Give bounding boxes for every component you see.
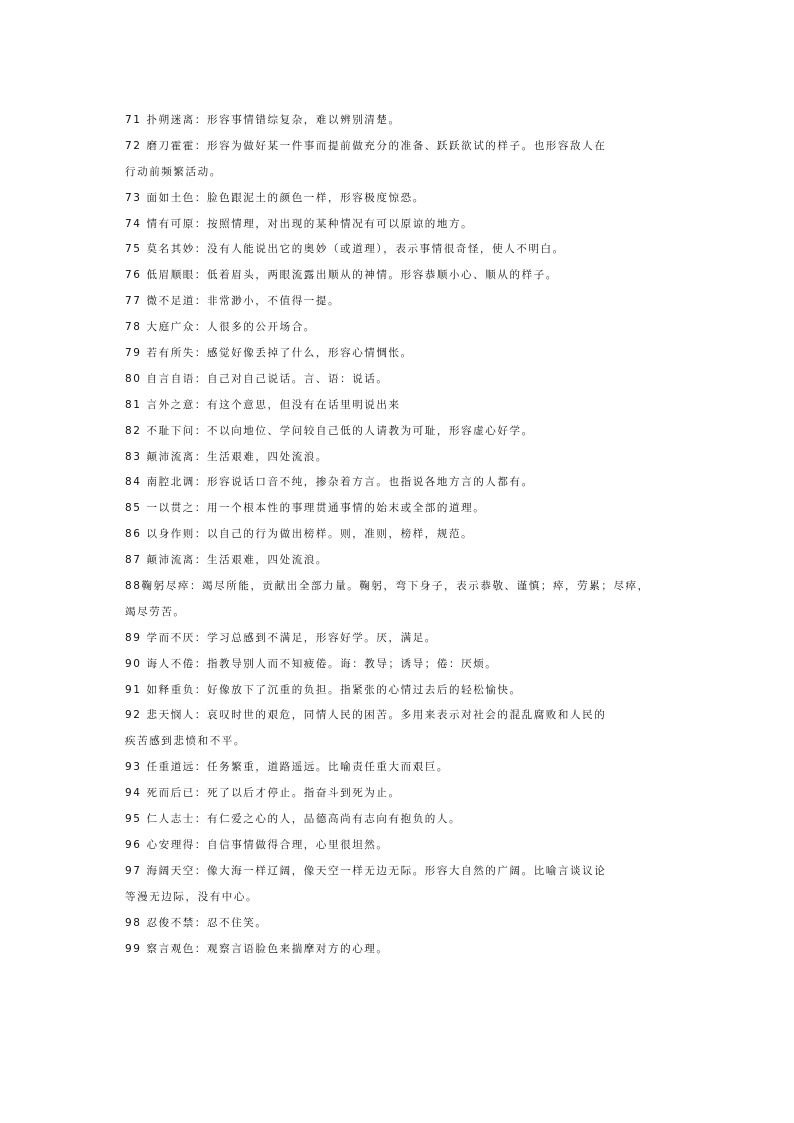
idiom-entry-73: 73 面如土色：脸色跟泥土的颜色一样，形容极度惊恐。 — [125, 191, 425, 204]
idiom-entry-94: 94 死而后已：死了以后才停止。指奋斗到死为止。 — [125, 787, 401, 800]
idiom-entry-80: 80 自言自语：自己对自己说话。言、语：说话。 — [125, 372, 389, 385]
idiom-entry-90: 90 诲人不倦：指教导别人而不知疲倦。诲：教导；诱导；倦：厌烦。 — [125, 657, 498, 670]
idiom-entry-97-cont: 等漫无边际，没有中心。 — [125, 890, 259, 903]
idiom-entry-99: 99 察言观色：观察言语脸色来揣摩对方的心理。 — [125, 942, 389, 955]
idiom-entry-76: 76 低眉顺眼：低着眉头，两眼流露出顺从的神情。形容恭顺小心、顺从的样子。 — [125, 269, 558, 282]
idiom-entry-75: 75 莫名其妙：没有人能说出它的奥妙（或道理），表示事情很奇怪，使人不明白。 — [125, 243, 565, 256]
idiom-entry-78: 78 大庭广众：人很多的公开场合。 — [125, 321, 316, 334]
idiom-entry-83: 83 颠沛流离：生活艰难，四处流浪。 — [125, 450, 328, 463]
idiom-entry-98: 98 忍俊不禁：忍不住笑。 — [125, 916, 268, 929]
idiom-entry-95: 95 仁人志士：有仁爱之心的人，品德高尚有志向有抱负的人。 — [125, 813, 462, 826]
idiom-entry-92-cont: 疾苦感到悲愤和不平。 — [125, 735, 246, 748]
idiom-entry-74: 74 情有可原：按照情理，对出现的某种情况有可以原谅的地方。 — [125, 217, 474, 230]
idiom-list — [125, 108, 685, 962]
idiom-entry-89: 89 学而不厌：学习总感到不满足，形容好学。厌，满足。 — [125, 631, 437, 644]
idiom-entry-92: 92 悲天悯人：哀叹时世的艰危，同情人民的困苦。多用来表示对社会的混乱腐败和人民的 — [125, 709, 607, 722]
idiom-entry-72-cont: 行动前频繁活动。 — [125, 165, 222, 178]
idiom-entry-72: 72 磨刀霍霍：形容为做好某一件事而提前做充分的准备、跃跃欲试的样子。也形容敌人在 — [125, 139, 607, 152]
idiom-entry-88-cont: 竭尽劳苦。 — [125, 605, 186, 618]
idiom-entry-96: 96 心安理得：自信事情做得合理，心里很坦然。 — [125, 838, 389, 851]
idiom-entry-91: 91 如释重负：好像放下了沉重的负担。指紧张的心情过去后的轻松愉快。 — [125, 683, 522, 696]
idiom-entry-97: 97 海阔天空：像大海一样辽阔，像天空一样无边无际。形容大自然的广阔。比喻言谈议论 — [125, 864, 607, 877]
idiom-entry-82: 82 不耻下问：不以向地位、学问较自己低的人请教为可耻，形容虚心好学。 — [125, 424, 534, 437]
idiom-entry-71: 71 扑朔迷离：形容事情错综复杂，难以辨别清楚。 — [125, 114, 401, 126]
idiom-entry-85: 85 一以贯之：用一个根本性的事理贯通事情的始末或全部的道理。 — [125, 502, 486, 515]
idiom-entry-87: 87 颠沛流离：生活艰难，四处流浪。 — [125, 554, 328, 567]
idiom-entry-84: 84 南腔北调：形容说话口音不纯，掺杂着方言。也指说各地方言的人都有。 — [125, 476, 534, 489]
idiom-entry-86: 86 以身作则：以自己的行为做出榜样。则，准则，榜样，规范。 — [125, 528, 474, 541]
idiom-entry-93: 93 任重道远：任务繁重，道路遥远。比喻责任重大而艰巨。 — [125, 761, 449, 774]
idiom-entry-81: 81 言外之意：有这个意思，但没有在话里明说出来 — [125, 398, 401, 411]
idiom-entry-77: 77 微不足道：非常渺小，不值得一提。 — [125, 295, 341, 308]
idiom-entry-79: 79 若有所失：感觉好像丢掉了什么，形容心情惆怅。 — [125, 347, 413, 360]
idiom-entry-88: 88鞠躬尽瘁：竭尽所能，贡献出全部力量。鞠躬，弯下身子，表示恭敬、谨慎；瘁，劳累；尽瘁， — [125, 580, 650, 593]
